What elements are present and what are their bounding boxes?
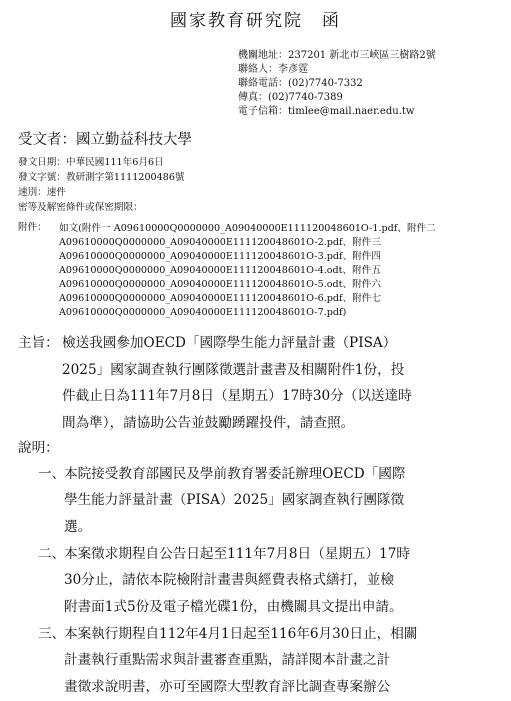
recipient: 受文者：國立勤益科技大學 <box>18 132 192 148</box>
fax-line: 傳真：(02)7740-7389 <box>238 92 343 103</box>
attachment-line: 如文(附件一 A09610000Q0000000_A09040000E111120048601O-1.pdf、附件二 <box>59 223 436 234</box>
subject-line: 2025」國家調查執行團隊徵選計畫書及相關附件1份，投 <box>62 362 405 378</box>
document-number: 發文字號：教研測字第1111200486號 <box>18 172 185 183</box>
explanation-label: 說明： <box>18 440 59 456</box>
item-line: 本案徵求期程自公告日起至111年7月8日（星期五）17時 <box>64 546 411 562</box>
attachment-line: A09610000Q0000000_A09040000E111120048601O-7.pdf) <box>59 307 347 318</box>
address-line: 機關地址：237201 新北市三峽區三樹路2號 <box>238 50 436 61</box>
item-line: 選。 <box>64 519 92 535</box>
issue-date: 發文日期：中華民國111年6月6日 <box>18 157 164 168</box>
item-line: 畫徵求說明書，亦可至國際大型教育評比調查專案辦公 <box>64 679 391 695</box>
item-line: 計畫執行重點需求與計畫審查重點，請詳閱本計畫之計 <box>64 652 391 668</box>
item-line: 附書面1式5份及電子檔光碟1份，由機關具文提出申請。 <box>64 599 403 615</box>
item-number: 一、 <box>38 466 66 482</box>
attachment-line: A09610000Q0000000_A09040000E111120048601O-2.pdf、附件三 <box>59 237 381 248</box>
email-line: 電子信箱：timlee@mail.naer.edu.tw <box>238 106 415 117</box>
item-number: 三、 <box>38 626 66 642</box>
secrecy-level: 密等及解密條件或保密期限： <box>18 202 143 213</box>
attachment-label: 附件： <box>18 222 47 233</box>
subject-line: 件截止日為111年7月8日（星期五）17時30分（以送達時 <box>62 388 412 404</box>
attachment-line: A09610000Q0000000_A09040000E111120048601O-3.pdf、附件四 <box>59 251 381 262</box>
contact-line: 聯絡人：李彥霆 <box>238 64 308 75</box>
document-title: 國家教育研究院 函 <box>170 11 341 31</box>
attachment-line: A09610000Q0000000_A09040000E111120048601O-6.pdf、附件七 <box>59 293 381 304</box>
subject-line: 間為準），請協助公告並鼓勵踴躍投件，請查照。 <box>62 415 355 431</box>
phone-line: 聯絡電話：(02)7740-7332 <box>238 78 363 89</box>
subject-line: 檢送我國參加OECD「國際學生能力評量計畫（PISA） <box>62 335 397 351</box>
item-line: 本院接受教育部國民及學前教育署委託辦理OECD「國際 <box>64 466 406 482</box>
item-line: 30分止，請依本院檢附計畫書與經費表格式繕打，並檢 <box>64 572 394 588</box>
attachment-line: A09610000Q0000000_A09040000E111120048601O-4.odt、附件五 <box>59 265 381 276</box>
attachment-line: A09610000Q0000000_A09040000E111120048601O-5.odt、附件六 <box>59 279 381 290</box>
speed-level: 速別：速件 <box>18 187 66 198</box>
item-line: 本案執行期程自112年4月1日起至116年6月30日止，相關 <box>64 626 418 642</box>
item-line: 學生能力評量計畫（PISA）2025」國家調查執行團隊徵 <box>64 492 405 508</box>
item-number: 二、 <box>38 546 66 562</box>
subject-label: 主旨： <box>18 335 59 351</box>
